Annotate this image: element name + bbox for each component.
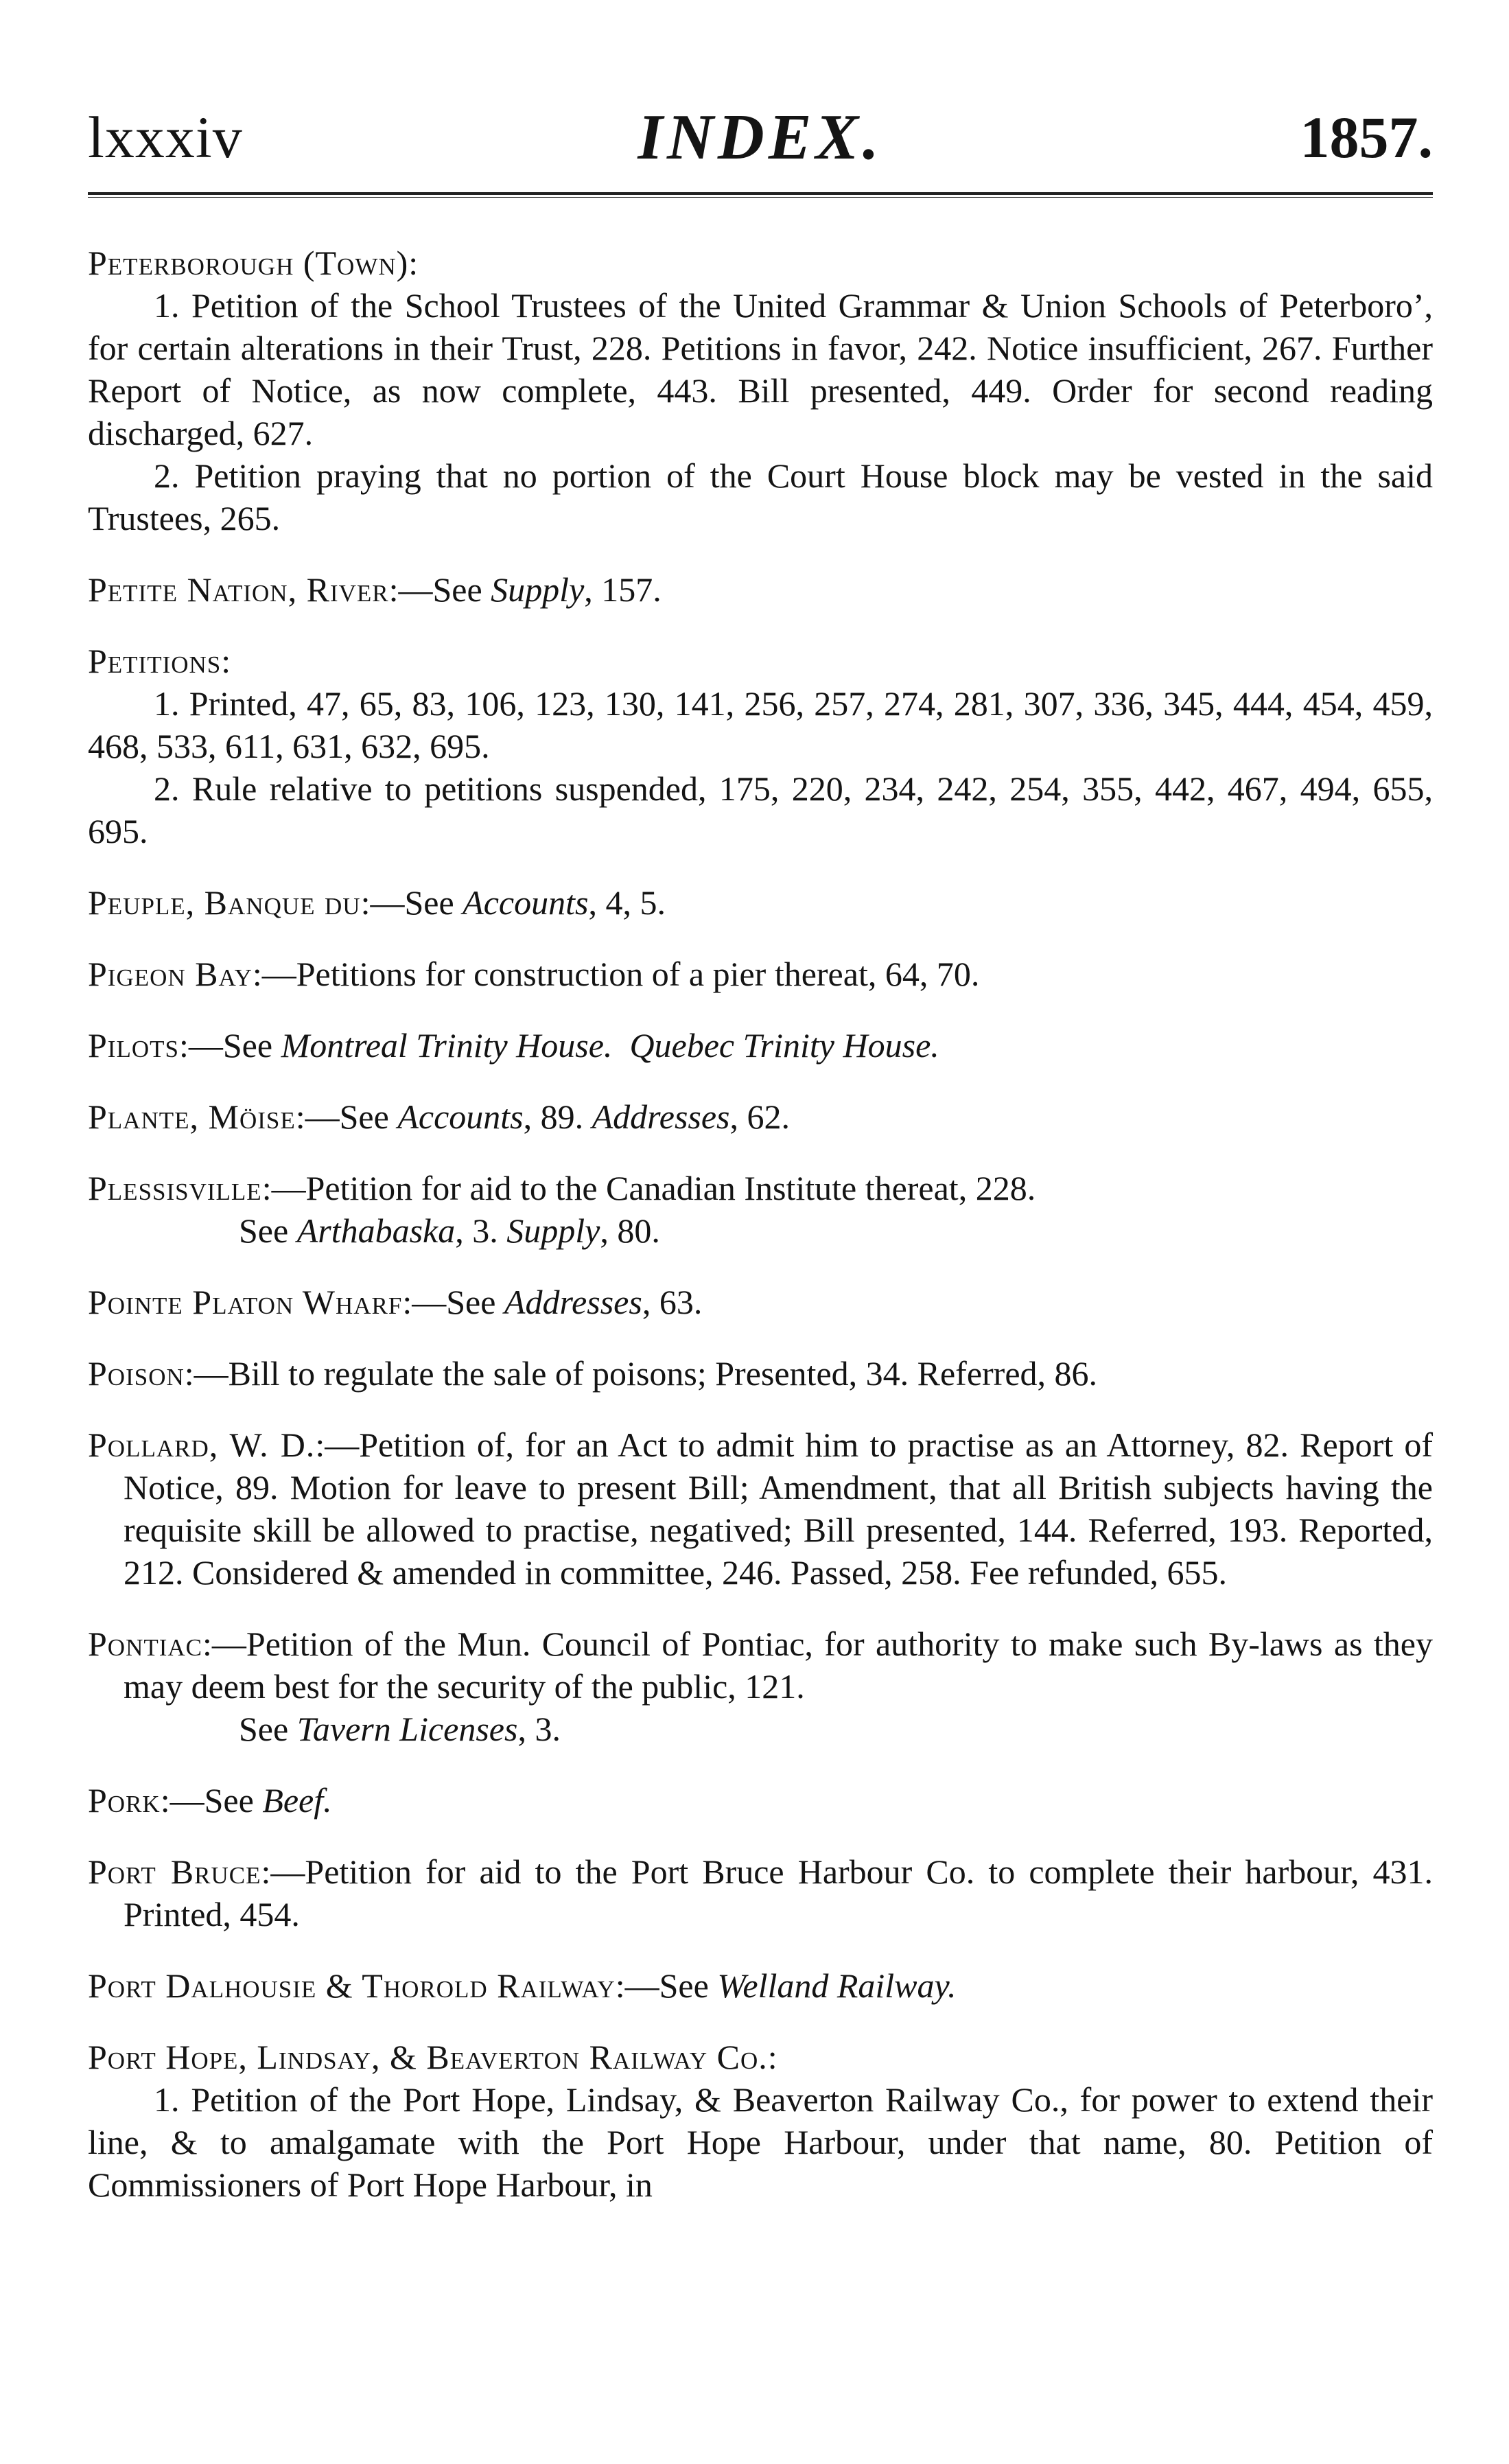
entry-text: , 80. <box>600 1211 660 1250</box>
entry-pontiac <box>88 1623 1433 1750</box>
entry-text: :—See <box>388 570 491 609</box>
entry-item: 2. Petition praying that no portion of the Court House block may be vested in the said Trustees, 265. <box>88 456 1433 537</box>
entry-peuple <box>88 881 1433 924</box>
entry-item: 1. Printed, 47, 65, 83, 106, 123, 130, 141, 256, 257, 274, 281, 307, 336, 345, 444, 454, 459, 468, 533, 611, 631, 632, 695. <box>88 684 1433 765</box>
entry-heading: Pigeon Bay <box>88 955 253 993</box>
cross-reference: Beef. <box>262 1781 332 1820</box>
entry-text: :—Petition of the Mun. Council of Pontiac, for authority to make such By-laws as they may deem best for the security of the public, 121. <box>124 1625 1433 1706</box>
cross-reference: Quebec Trinity House. <box>629 1026 939 1065</box>
entry-heading: Petite Nation, River <box>88 570 389 609</box>
entry-plante <box>88 1095 1433 1138</box>
entry-port-bruce <box>88 1850 1433 1936</box>
entry-text: , 89. <box>523 1097 592 1136</box>
cross-reference: Supply <box>491 570 585 609</box>
entry-heading: Pork <box>88 1781 161 1820</box>
entry-heading: Plessisville <box>88 1169 262 1207</box>
entry-port-hope <box>88 2036 1433 2206</box>
entry-text: , 3. <box>455 1211 507 1250</box>
entry-text: See <box>239 1211 297 1250</box>
entry-heading: Port Bruce <box>88 1852 261 1891</box>
entry-plessisville <box>88 1167 1433 1252</box>
entry-poison <box>88 1352 1433 1395</box>
entry-heading: Port Dalhousie & Thorold Railway <box>88 1966 616 2005</box>
page-title: INDEX. <box>637 102 883 173</box>
entry-text: :—Bill to regulate the sale of poisons; Presented, 34. Referred, 86. <box>184 1354 1098 1393</box>
entry-port-dalhousie <box>88 1964 1433 2007</box>
entry-heading: Poison <box>88 1354 185 1393</box>
entry-pigeon-bay <box>88 953 1433 995</box>
entry-item: 2. Rule relative to petitions suspended, 175, 220, 234, 242, 254, 355, 442, 467, 494, 655, 695. <box>88 769 1433 850</box>
entry-petite-nation <box>88 568 1433 611</box>
entry-heading: Plante, Möise <box>88 1097 296 1136</box>
entry-text: :—Petition for aid to the Port Bruce Harbour Co. to complete their harbour, 431. Printed, 454. <box>124 1852 1433 1933</box>
entry-heading: Peuple, Banque du <box>88 883 361 922</box>
entry-item: 1. Petition of the Port Hope, Lindsay, & Beaverton Railway Co., for power to extend their line, & to amalgamate with the Port Hope Harbour, under that name, 80. Petition of Commissioners of Port Hope Harbour, in <box>88 2080 1433 2204</box>
entry-item: 1. Petition of the School Trustees of the United Grammar & Union Schools of Peterboro’, for certain alterations in their Trust, 228. Petitions in favor, 242. Notice insufficient, 267. Further Report of Notice, as now complete, 443. Bill presented, 449. Order for second reading discharged, 627. <box>88 286 1433 452</box>
cross-reference: Accounts <box>397 1097 524 1136</box>
entry-text: :—See <box>178 1026 281 1065</box>
entry-heading: Petitions: <box>88 642 232 680</box>
entry-text: :—See <box>295 1097 398 1136</box>
entry-petitions <box>88 640 1433 852</box>
entry-text: , 63. <box>642 1283 703 1321</box>
cross-reference: Accounts <box>463 883 589 922</box>
cross-reference: Addresses <box>504 1283 642 1321</box>
entry-heading: Pollard, W. D. <box>88 1426 316 1464</box>
entry-peterborough <box>88 242 1433 539</box>
entry-heading: Pilots <box>88 1026 179 1065</box>
cross-reference: Arthabaska <box>296 1211 456 1250</box>
index-page <box>88 103 1433 2235</box>
entry-text: , 4, 5. <box>588 883 666 922</box>
entry-heading: Peterborough (Town): <box>88 244 419 282</box>
cross-reference: Addresses <box>592 1097 730 1136</box>
cross-reference: Tavern Licenses <box>296 1710 518 1748</box>
page-header <box>88 103 1433 192</box>
entry-pollard <box>88 1423 1433 1594</box>
entry-text: , 62. <box>729 1097 791 1136</box>
entry-heading: Pontiac <box>88 1625 203 1663</box>
cross-reference: Supply <box>506 1211 600 1250</box>
entry-text: :—See <box>160 1781 263 1820</box>
entry-text: :—Petition for aid to the Canadian Institute thereat, 228. <box>261 1169 1036 1207</box>
page-number: lxxxiv <box>88 104 243 170</box>
entry-pointe-platon <box>88 1281 1433 1323</box>
entry-heading: Port Hope, Lindsay, & Beaverton Railway Co.: <box>88 2038 778 2076</box>
entry-text: :—See <box>402 1283 504 1321</box>
entry-pork <box>88 1779 1433 1822</box>
entry-text: :—Petition of, for an Act to admit him to practise as an Attorney, 82. Report of Notice, 89. Motion for leave to present Bill; Amendment, that all British subjects having the requisite skill be allowed to practise, negatived; Bill presented, 144. Referred, 193. Reported, 212. Considered & amended in committee, 246. Passed, 258. Fee refunded, 655. <box>124 1426 1433 1592</box>
cross-reference: Montreal Trinity House. <box>281 1026 613 1065</box>
header-rule <box>88 192 1433 198</box>
entry-text: , 3. <box>517 1710 561 1748</box>
entry-text: See <box>239 1710 297 1748</box>
page-year: 1857. <box>1300 104 1433 170</box>
entry-text: :—See <box>615 1966 718 2005</box>
entry-pilots <box>88 1024 1433 1067</box>
entry-text: :—See <box>360 883 463 922</box>
entry-heading: Pointe Platon Wharf <box>88 1283 403 1321</box>
entry-text: , 157. <box>584 570 662 609</box>
entry-text: :—Petitions for construction of a pier thereat, 64, 70. <box>252 955 980 993</box>
cross-reference: Welland Railway. <box>717 1966 957 2005</box>
